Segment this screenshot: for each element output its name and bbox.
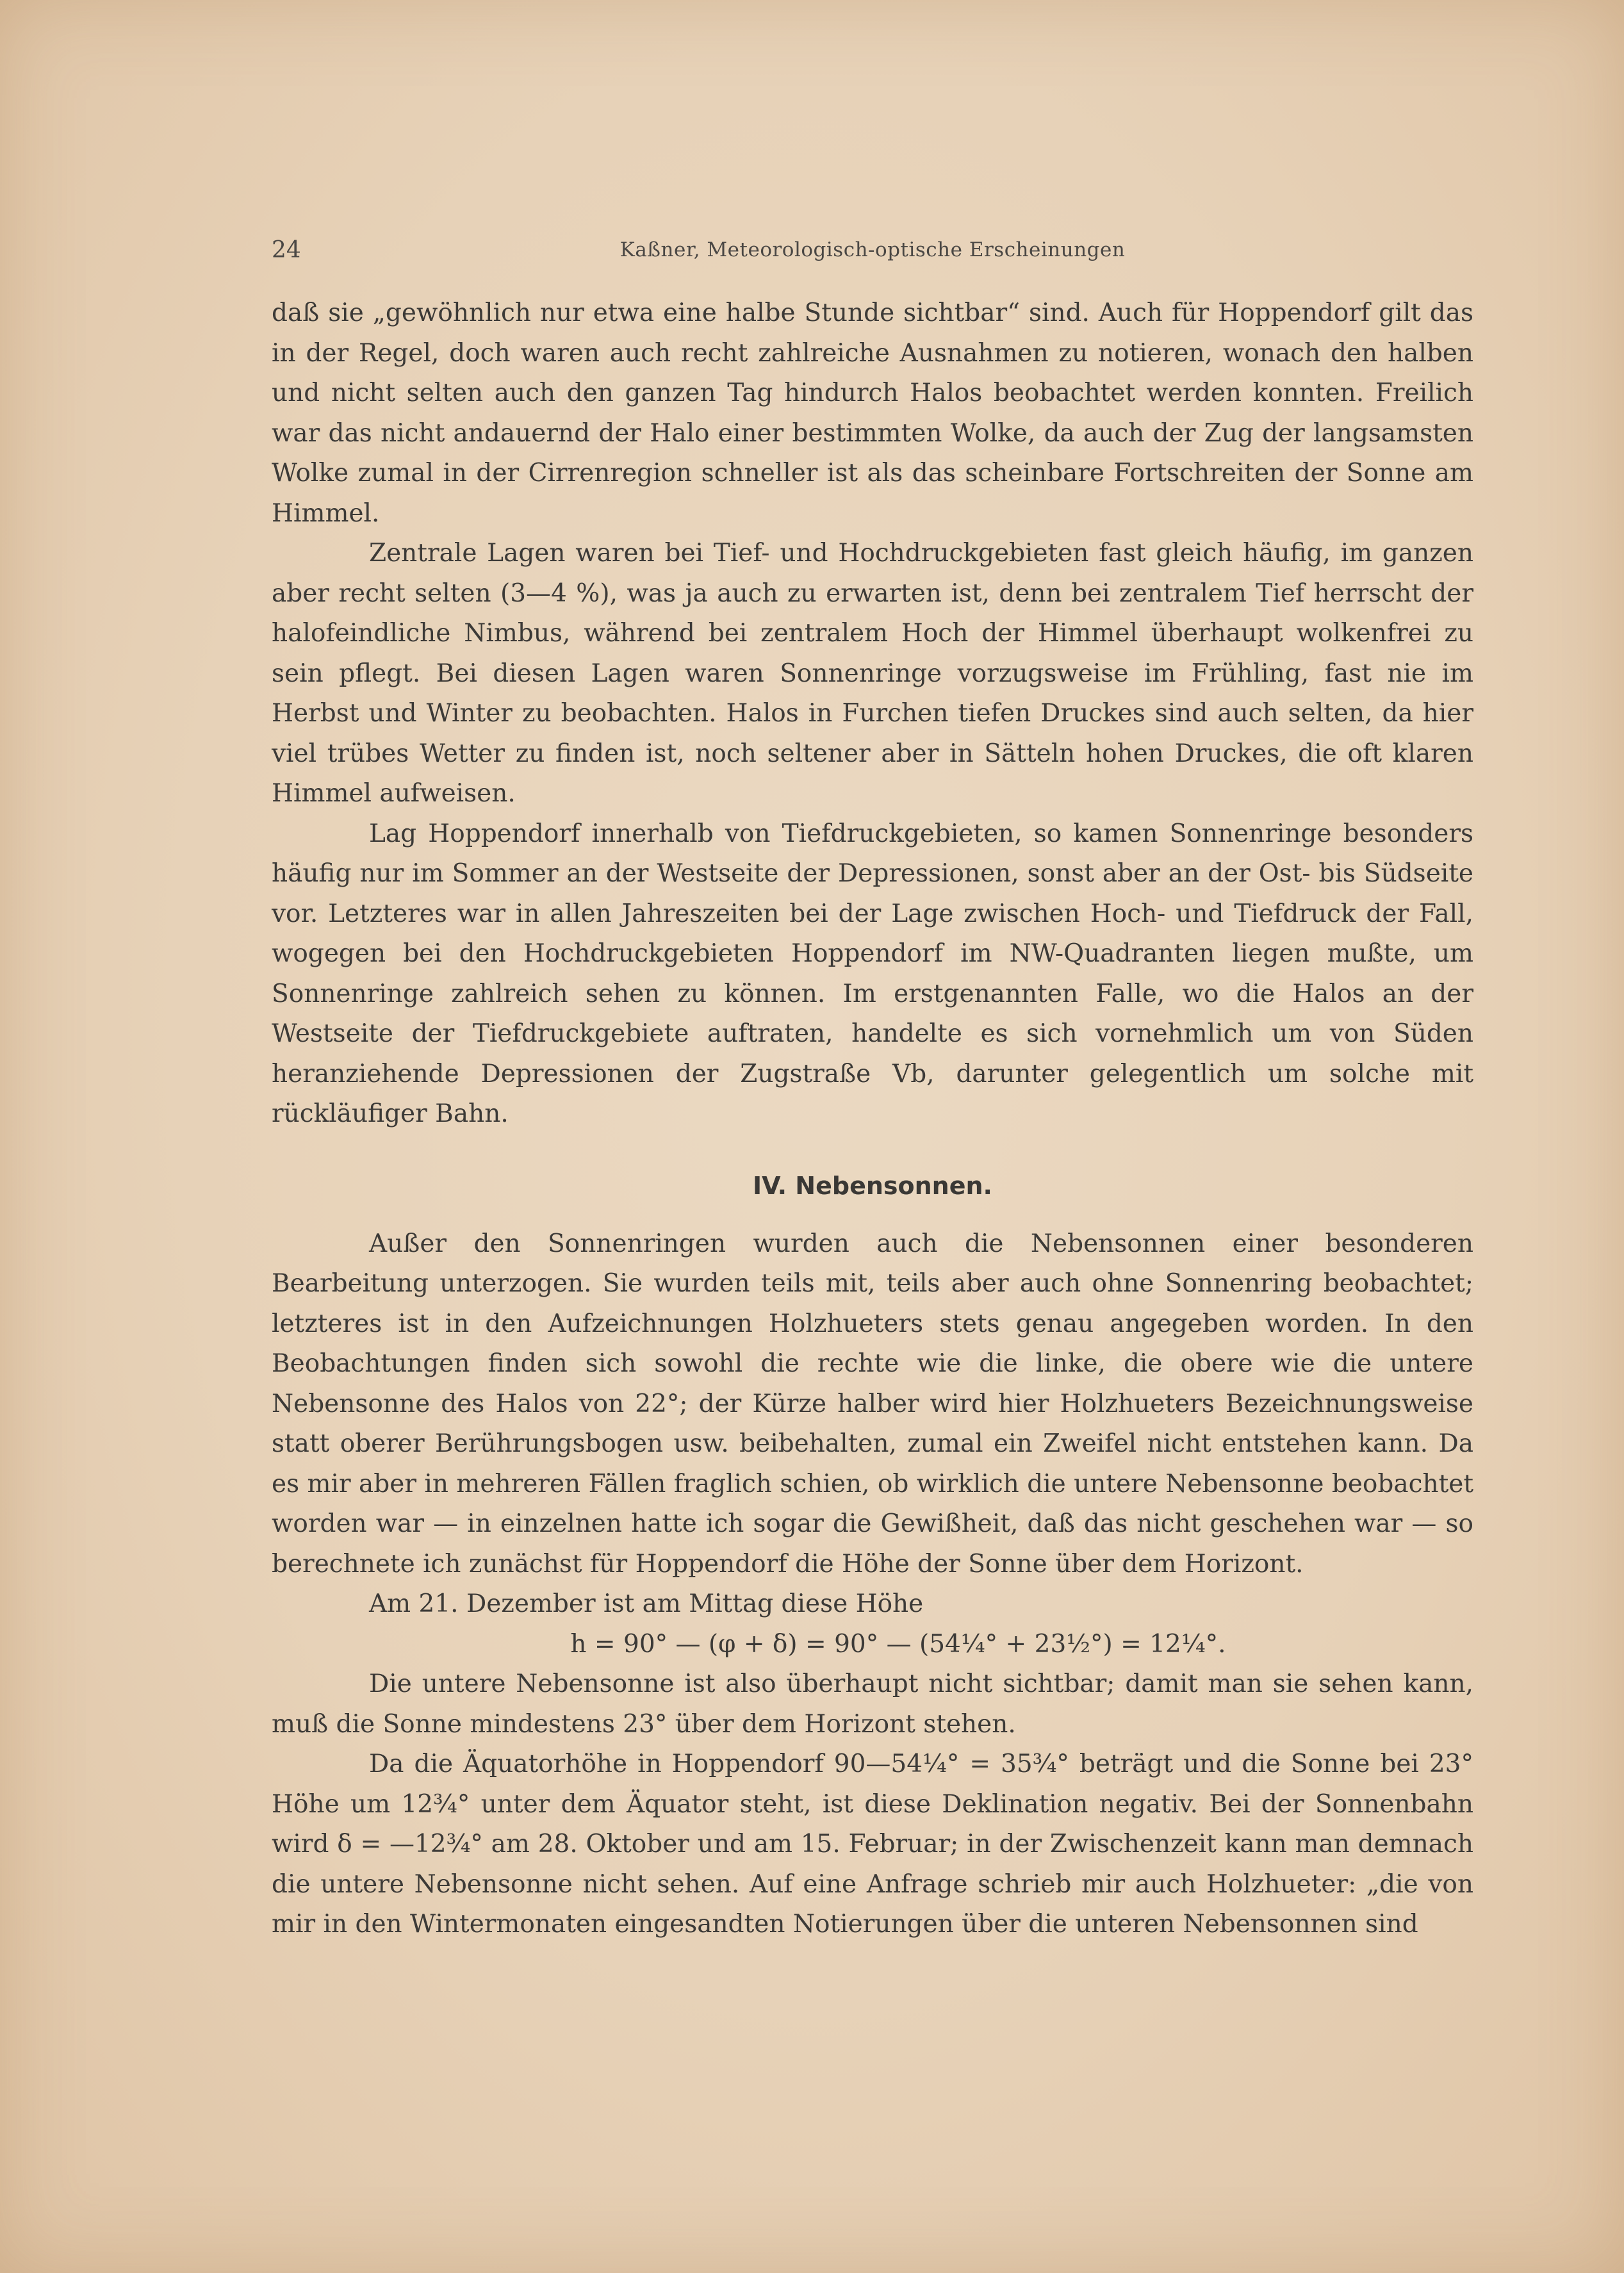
- formula-sun-height: h = 90° — (φ + δ) = 90° — (54¼° + 23½°) = 12¼°.: [570, 1629, 1226, 1659]
- paragraph-nebensonnen: Außer den Sonnenringen wurden auch die Nebensonnen einer besonderen Bearbeitung unterzogen. Sie wurden teils mit, teils aber auch ohne Sonnenring beobachtet; letzteres ist in den Aufzeichnungen Holzhueters stets genau angegeben worden. In den Beobachtungen finden sich sowohl die rechte wie die linke, die obere wie die untere Nebensonne des Halos von 22°; der Kürze halber wird hier Holzhueters Bezeichnungsweise statt oberer Berührungsbogen usw. beibehalten, zumal ein Zweifel nicht entstehen kann. Da es mir aber in mehreren Fällen fraglich schien, ob wirklich die untere Nebensonne beobachtet worden war — in einzelnen hatte ich sogar die Gewißheit, daß das nicht geschehen war — so berechnete ich zunächst für Hoppendorf die Höhe der Sonne über dem Horizont.: [272, 1229, 1473, 1579]
- body-text: [272, 293, 1473, 1945]
- paragraph-aequatorhoehe: Da die Äquatorhöhe in Hoppendorf 90—54¼° = 35¾° beträgt und die Sonne bei 23° Höhe um 12¾° unter dem Äquator steht, ist diese Deklination negativ. Bei der Sonnenbahn wird δ = —12¾° am 28. Oktober und am 15. Februar; in der Zwischenzeit kann man demnach die untere Nebensonne nicht sehen. Auf eine Anfrage schrieb mir auch Holzhueter: „die von mir in den Wintermonaten eingesandten Notierungen über die unteren Nebensonnen sind: [272, 1750, 1473, 1939]
- running-head: [272, 232, 1473, 270]
- section-heading: IV. Nebensonnen.: [752, 1171, 992, 1200]
- paragraph-zentrale-lagen: Zentrale Lagen waren bei Tief- und Hochdruckgebieten fast gleich häufig, im ganzen aber recht selten (3—4 %), was ja auch zu erwarten ist, denn bei zentralem Tief herrscht der halofeindliche Nimbus, während bei zentralem Hoch der Himmel überhaupt wolkenfrei zu sein pflegt. Bei diesen Lagen waren Sonnenringe vorzugsweise im Frühling, fast nie im Herbst und Winter zu beobachten. Halos in Furchen tiefen Druckes sind auch selten, da hier viel trübes Wetter zu finden ist, noch seltener aber in Sätteln hohen Druckes, die oft klaren Himmel aufweisen.: [272, 539, 1473, 808]
- paragraph-untere-nebensonne: Die untere Nebensonne ist also überhaupt nicht sichtbar; damit man sie sehen kann, muß die Sonne mindestens 23° über dem Horizont stehen.: [272, 1670, 1473, 1739]
- page-number: 24: [272, 237, 301, 263]
- paragraph-continuation: daß sie „gewöhnlich nur etwa eine halbe Stunde sichtbar“ sind. Auch für Hoppendorf gilt das in der Regel, doch waren auch recht zahlreiche Ausnahmen zu notieren, wonach den halben und nicht selten auch den ganzen Tag hindurch Halos beobachtet werden konnten. Freilich war das nicht andauernd der Halo einer bestimmten Wolke, da auch der Zug der langsamsten Wolke zumal in der Cirrenregion schneller ist als das scheinbare Fortschreiten der Sonne am Himmel.: [272, 299, 1473, 528]
- paragraph-dezember: Am 21. Dezember ist am Mittag diese Höhe: [369, 1589, 924, 1618]
- paragraph-tiefdruckgebiete: Lag Hoppendorf innerhalb von Tiefdruckgebieten, so kamen Sonnenringe besonders häufig nur im Sommer an der Westseite der Depressionen, sonst aber an der Ost- bis Südseite vor. Letzteres war in allen Jahreszeiten bei der Lage zwischen Hoch- und Tiefdruck der Fall, wogegen bei den Hochdruckgebieten Hoppendorf im NW-Quadranten liegen mußte, um Sonnenringe zahlreich sehen zu können. Im erstgenannten Falle, wo die Halos an der Westseite der Tiefdruckgebiete auftraten, handelte es sich vornehmlich um von Süden heranziehende Depressionen der Zugstraße Vb, darunter gelegentlich um solche mit rückläufiger Bahn.: [272, 819, 1473, 1128]
- running-title: Kaßner, Meteorologisch-optische Erscheinungen: [619, 238, 1126, 261]
